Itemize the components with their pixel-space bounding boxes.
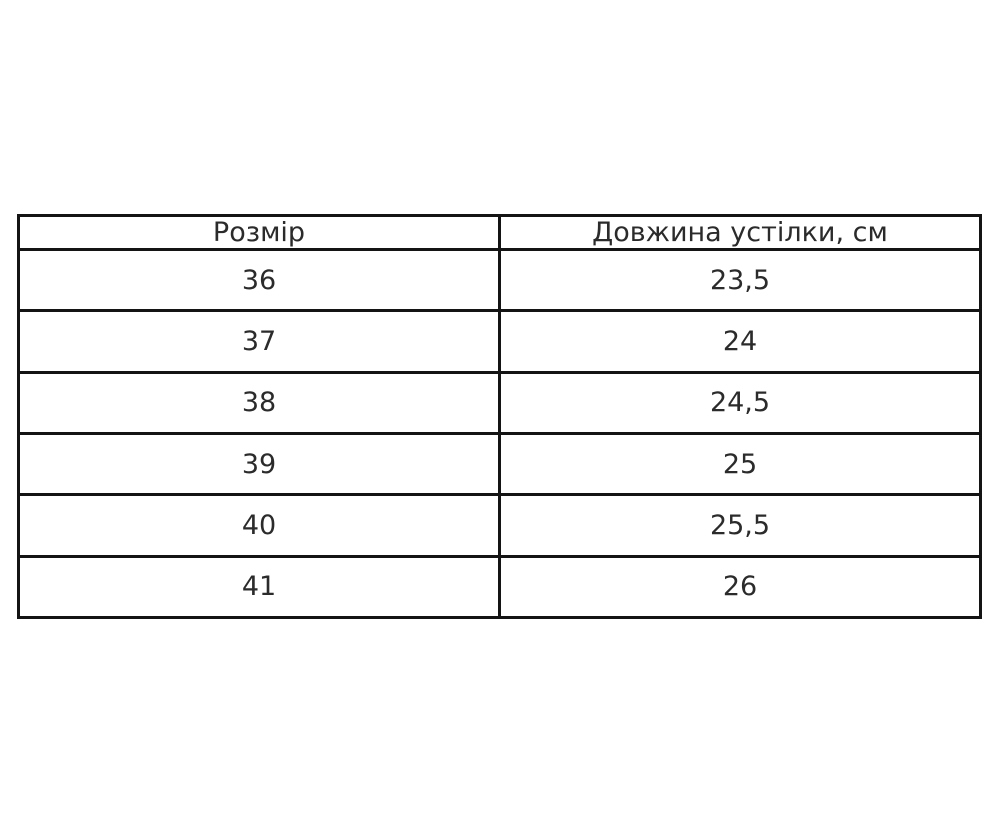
size-cell: 37 (19, 311, 500, 372)
shoe-size-table (17, 214, 982, 619)
table-row (19, 372, 981, 433)
column-header-size: Розмір (19, 216, 500, 250)
table-row (19, 556, 981, 617)
insole-length-cell: 25 (500, 433, 981, 494)
insole-length-cell: 25,5 (500, 495, 981, 556)
insole-length-cell: 26 (500, 556, 981, 617)
insole-length-cell: 24 (500, 311, 981, 372)
size-cell: 40 (19, 495, 500, 556)
column-header-insole-length: Довжина устілки, см (500, 216, 981, 250)
size-cell: 39 (19, 433, 500, 494)
header-row (19, 216, 981, 250)
size-cell: 36 (19, 250, 500, 311)
table-row (19, 495, 981, 556)
table-row (19, 311, 981, 372)
table-row (19, 250, 981, 311)
size-cell: 41 (19, 556, 500, 617)
table-row (19, 433, 981, 494)
size-cell: 38 (19, 372, 500, 433)
insole-length-cell: 24,5 (500, 372, 981, 433)
insole-length-cell: 23,5 (500, 250, 981, 311)
